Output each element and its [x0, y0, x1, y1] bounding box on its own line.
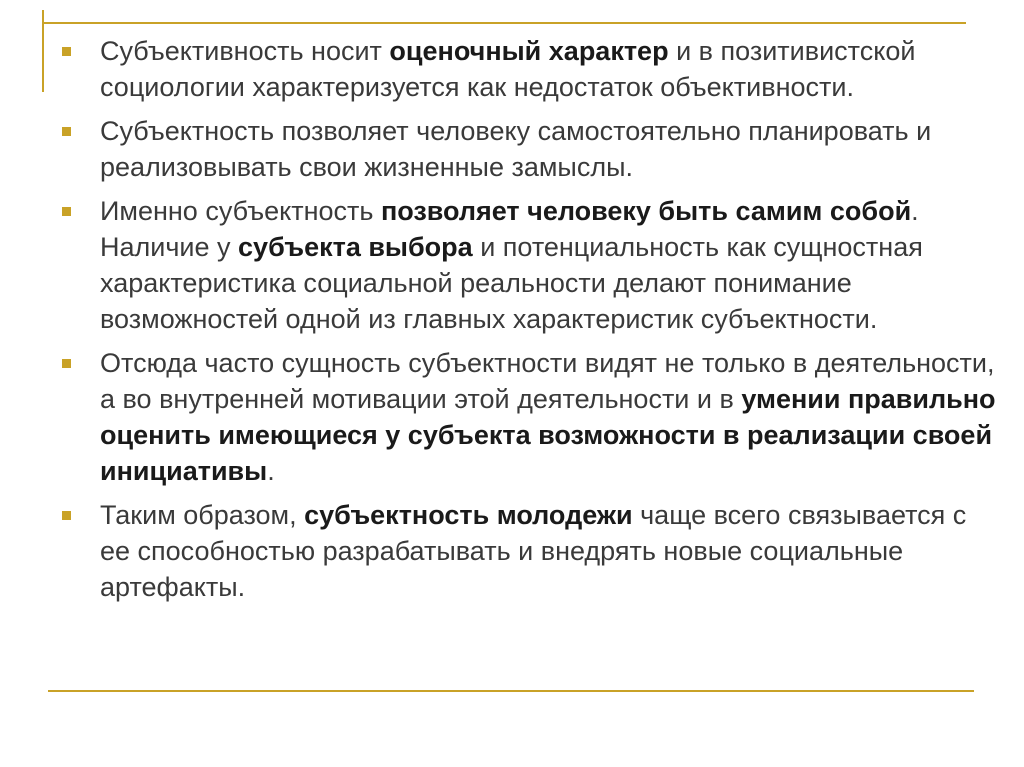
- square-bullet-icon: [62, 511, 71, 520]
- bullet-emphasis: оценочный характер: [389, 36, 669, 66]
- square-bullet-icon: [62, 359, 71, 368]
- bullet-item-3: [62, 193, 1002, 337]
- bullet-item-4: [62, 345, 1002, 489]
- square-bullet-icon: [62, 47, 71, 56]
- bullet-text: Субъективность носит: [100, 36, 390, 66]
- bullet-text: чаще всего связывается с ее способностью разрабатывать и внедрять новые социальные артефакты.: [100, 500, 967, 602]
- bullet-text: Отсюда часто сущность субъектности видят не только в деятельности, а во внутренней мотивации этой деятельности и в: [100, 348, 995, 414]
- square-bullet-icon: [62, 207, 71, 216]
- bullet-item-1: [62, 33, 1002, 105]
- square-bullet-icon: [62, 127, 71, 136]
- bullet-item-2: [62, 113, 1002, 185]
- bullet-emphasis: умении правильно оценить имеющиеся у субъекта возможности в реализации своей инициативы: [100, 384, 996, 486]
- top-divider: [42, 22, 966, 24]
- bottom-divider: [48, 690, 974, 692]
- bullet-text: и потенциальность как сущностная характеристика социальной реальности делают понимание возможностей одной из главных характеристик субъектности.: [100, 232, 923, 334]
- bullet-item-5: [62, 497, 1002, 605]
- bullet-emphasis: субъекта выбора: [238, 232, 473, 262]
- left-divider: [42, 10, 44, 92]
- bullet-text: . Наличие у: [100, 196, 919, 262]
- bullet-text: Именно субъектность: [100, 196, 381, 226]
- bullet-text: и в позитивистской социологии характеризуется как недостаток объективности.: [100, 36, 916, 102]
- slide-content: [62, 33, 1002, 613]
- bullet-text: .: [267, 456, 275, 486]
- bullet-emphasis: позволяет человеку быть самим собой: [380, 196, 912, 226]
- bullet-text: Таким образом,: [100, 500, 305, 530]
- bullet-text: Субъектность позволяет человеку самостоятельно планировать и реализовывать свои жизненные замыслы.: [100, 116, 932, 182]
- bullet-emphasis: субъектность молодежи: [304, 500, 633, 530]
